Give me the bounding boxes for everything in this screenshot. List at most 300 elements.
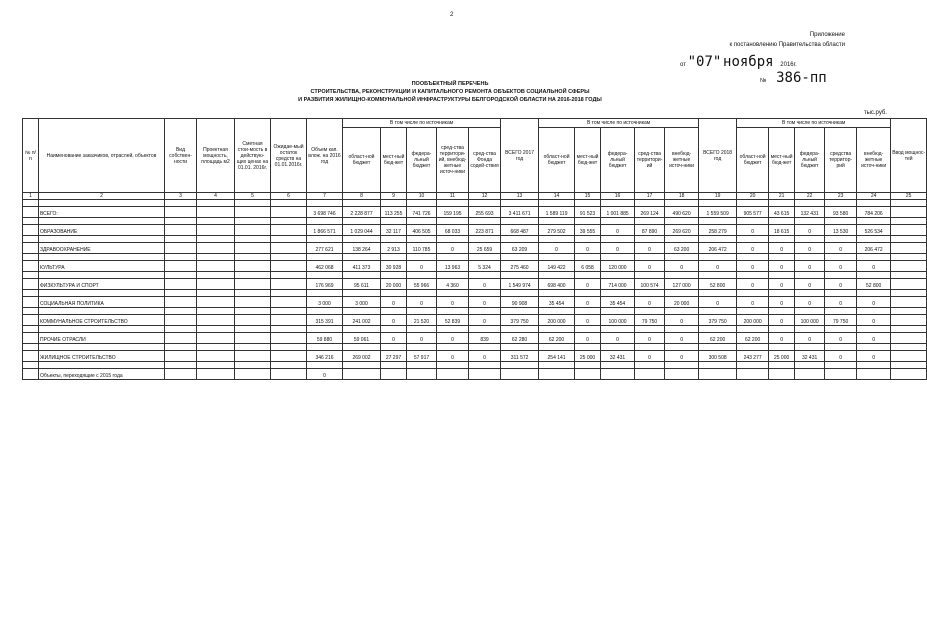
empty-cell [539,290,575,297]
empty-cell [381,200,407,207]
column-number: 20 [737,193,769,200]
column-number: 19 [699,193,737,200]
empty-cell [635,308,665,315]
value-cell: 0 [575,243,601,254]
empty-cell [825,344,857,351]
empty-cell [891,225,927,236]
value-cell: 839 [469,333,501,344]
table-row [23,279,927,290]
empty-cell [307,290,343,297]
value-cell: 35 454 [539,297,575,308]
column-number: 23 [825,193,857,200]
value-cell: 0 [665,315,699,326]
value-cell: 13 530 [825,225,857,236]
value-cell: 0 [381,297,407,308]
empty-cell [857,272,891,279]
value-cell: 269 620 [665,225,699,236]
header-offbudget-2018: внебюд-жетные источ-ники [857,128,891,193]
empty-cell [469,308,501,315]
value-cell: 200 000 [737,315,769,326]
value-cell: 59 061 [343,333,381,344]
empty-cell [737,254,769,261]
empty-cell [769,308,795,315]
spacer-row [23,326,927,333]
value-cell: 100 000 [601,315,635,326]
value-cell: 0 [795,243,825,254]
empty-cell [165,236,197,243]
empty-cell [665,362,699,369]
empty-cell [23,333,39,344]
empty-cell [381,290,407,297]
header-territories-2016: сред-ства территори-ий, внебюд-жетные источ-ники [437,128,469,193]
table-row [23,369,927,380]
empty-cell [23,315,39,326]
value-cell: 0 [665,261,699,272]
empty-cell [381,362,407,369]
empty-cell [271,308,307,315]
value-cell: 668 487 [501,225,539,236]
empty-cell [165,369,197,380]
empty-cell [539,362,575,369]
empty-cell [235,218,271,225]
empty-cell [601,218,635,225]
empty-cell [197,261,235,272]
empty-cell [601,344,635,351]
empty-cell [343,236,381,243]
empty-cell [857,362,891,369]
value-cell: 526 534 [857,225,891,236]
value-cell: 0 [407,333,437,344]
empty-cell [437,326,469,333]
table-row [23,243,927,254]
empty-cell [539,218,575,225]
empty-cell [235,362,271,369]
value-cell: 87 890 [635,225,665,236]
value-cell: 1 559 509 [699,207,737,218]
value-cell: 32 431 [601,351,635,362]
empty-cell [407,290,437,297]
value-cell: 254 141 [539,351,575,362]
row-name: ОБРАЗОВАНИЕ [39,225,165,236]
value-cell: 269 124 [635,207,665,218]
empty-cell [575,218,601,225]
decree-date [680,54,797,70]
empty-cell [825,236,857,243]
empty-cell [271,351,307,362]
value-cell: 13 963 [437,261,469,272]
empty-cell [165,243,197,254]
value-cell: 100 574 [635,279,665,290]
empty-cell [343,272,381,279]
empty-cell [165,279,197,290]
empty-cell [23,369,39,380]
empty-cell [307,254,343,261]
empty-cell [197,344,235,351]
empty-cell [197,369,235,380]
empty-cell [737,290,769,297]
empty-cell [437,290,469,297]
value-cell: 0 [825,243,857,254]
empty-cell [165,207,197,218]
column-number: 6 [271,193,307,200]
empty-cell [635,326,665,333]
empty-cell [271,315,307,326]
header-federal-2016: федера-льный бюджет [407,128,437,193]
empty-cell [857,344,891,351]
value-cell: 18 615 [769,225,795,236]
empty-cell [165,333,197,344]
value-cell: 0 [665,333,699,344]
empty-cell [271,207,307,218]
empty-cell [343,218,381,225]
value-cell [857,369,891,380]
empty-cell [23,225,39,236]
empty-cell [197,254,235,261]
empty-cell [307,308,343,315]
empty-cell [23,297,39,308]
empty-cell [23,290,39,297]
header-federal-2017: федера-льный бюджет [601,128,635,193]
empty-cell [165,254,197,261]
empty-cell [575,200,601,207]
empty-cell [891,369,927,380]
empty-cell [891,243,927,254]
value-cell: 27 297 [381,351,407,362]
value-cell: 52 800 [857,279,891,290]
value-cell: 62 200 [737,333,769,344]
value-cell: 159 195 [437,207,469,218]
empty-cell [235,369,271,380]
column-number: 24 [857,193,891,200]
empty-cell [699,308,737,315]
value-cell [469,369,501,380]
value-cell: 0 [857,315,891,326]
empty-cell [235,243,271,254]
empty-cell [235,236,271,243]
value-cell: 95 611 [343,279,381,290]
empty-cell [635,344,665,351]
value-cell: 0 [769,333,795,344]
value-cell [381,369,407,380]
empty-cell [469,200,501,207]
empty-cell [197,362,235,369]
empty-cell [407,362,437,369]
empty-cell [343,362,381,369]
value-cell: 0 [857,351,891,362]
value-cell: 0 [469,297,501,308]
column-number: 13 [501,193,539,200]
value-cell: 0 [737,261,769,272]
value-cell [635,369,665,380]
units-label: тыс.руб. [863,110,887,116]
empty-cell [469,362,501,369]
empty-cell [271,225,307,236]
value-cell: 206 472 [857,243,891,254]
value-cell: 0 [795,225,825,236]
number-prefix: № [760,78,767,84]
value-cell: 63 209 [501,243,539,254]
empty-cell [271,297,307,308]
empty-cell [891,261,927,272]
empty-cell [343,308,381,315]
empty-cell [407,326,437,333]
empty-cell [795,218,825,225]
empty-cell [407,272,437,279]
value-cell [407,369,437,380]
empty-cell [635,236,665,243]
value-cell: 0 [699,297,737,308]
value-cell: 57 917 [407,351,437,362]
date-day: "07" [687,54,722,70]
value-cell: 39 555 [575,225,601,236]
empty-cell [469,218,501,225]
empty-cell [165,351,197,362]
value-cell: 714 000 [601,279,635,290]
empty-cell [795,200,825,207]
value-cell: 200 000 [539,315,575,326]
value-cell: 0 [601,333,635,344]
value-cell: 62 200 [699,333,737,344]
empty-cell [307,218,343,225]
empty-cell [699,254,737,261]
empty-cell [795,362,825,369]
header-territories-2018: средства территор-рий [825,128,857,193]
empty-cell [23,207,39,218]
value-cell: 0 [737,297,769,308]
value-cell: 120 000 [601,261,635,272]
empty-cell [381,308,407,315]
empty-cell [501,254,539,261]
empty-cell [539,344,575,351]
empty-cell [271,362,307,369]
row-name: КУЛЬТУРА [39,261,165,272]
value-cell: 35 454 [601,297,635,308]
empty-cell [307,326,343,333]
value-cell: 68 033 [437,225,469,236]
title-line-1: ПООБЪЕКТНЫЙ ПЕРЕЧЕНЬ [411,81,489,87]
empty-cell [825,218,857,225]
empty-cell [235,225,271,236]
empty-cell [699,326,737,333]
empty-cell [857,218,891,225]
empty-cell [407,236,437,243]
header-total-2018: ВСЕГО 2018 год [699,119,737,193]
title-line-2: СТРОИТЕЛЬСТВА, РЕКОНСТРУКЦИИ И КАПИТАЛЬНОГО РЕМОНТА ОБЪЕКТОВ СОЦИАЛЬНОЙ СФЕРЫ [310,89,590,95]
column-number: 7 [307,193,343,200]
empty-cell [825,272,857,279]
value-cell: 0 [737,225,769,236]
value-cell: 1 866 571 [307,225,343,236]
empty-cell [197,243,235,254]
empty-cell [307,200,343,207]
header-remainder: Ожидае-мый остаток средств на 01.01.2016г. [271,119,307,193]
row-name: КОММУНАЛЬНОЕ СТРОИТЕЛЬСТВО [39,315,165,326]
value-cell: 20 000 [665,297,699,308]
empty-cell [469,272,501,279]
empty-cell [165,326,197,333]
value-cell: 411 373 [343,261,381,272]
value-cell: 1 001 885 [601,207,635,218]
empty-cell [197,326,235,333]
empty-cell [407,200,437,207]
empty-cell [737,326,769,333]
header-capacity: Проектная мощность, площадь м2 [197,119,235,193]
empty-cell [197,297,235,308]
empty-cell [235,200,271,207]
value-cell: 149 422 [539,261,575,272]
empty-cell [197,207,235,218]
empty-cell [39,362,165,369]
empty-cell [635,272,665,279]
spacer-row [23,254,927,261]
empty-cell [469,344,501,351]
value-cell: 25 000 [575,351,601,362]
value-cell: 93 580 [825,207,857,218]
empty-cell [23,344,39,351]
empty-cell [857,308,891,315]
empty-cell [891,308,927,315]
empty-cell [23,272,39,279]
header-fund-2016: сред-ства Фонда содей-ствия [469,128,501,193]
empty-cell [795,272,825,279]
table-row [23,261,927,272]
date-year: 2016г. [780,62,797,68]
empty-cell [165,218,197,225]
value-cell: 379 750 [699,315,737,326]
empty-cell [635,200,665,207]
table-row [23,207,927,218]
empty-cell [39,344,165,351]
empty-cell [575,344,601,351]
empty-cell [197,308,235,315]
empty-cell [197,290,235,297]
empty-cell [501,200,539,207]
empty-cell [769,218,795,225]
empty-cell [381,254,407,261]
value-cell: 0 [437,351,469,362]
empty-cell [165,297,197,308]
empty-cell [575,326,601,333]
empty-cell [891,218,927,225]
value-cell: 243 277 [737,351,769,362]
spacer-row [23,236,927,243]
empty-cell [437,308,469,315]
empty-cell [307,344,343,351]
empty-cell [539,308,575,315]
empty-cell [891,279,927,290]
column-number: 14 [539,193,575,200]
document-title [230,80,670,104]
empty-cell [23,326,39,333]
empty-cell [235,308,271,315]
empty-cell [891,362,927,369]
value-cell: 176 969 [307,279,343,290]
empty-cell [575,362,601,369]
row-name: ФИЗКУЛЬТУРА И СПОРТ [39,279,165,290]
empty-cell [891,207,927,218]
value-cell: 3 411 671 [501,207,539,218]
header-regional-2016: област-ной бюджет [343,128,381,193]
empty-cell [699,290,737,297]
value-cell: 62 280 [501,333,539,344]
value-cell: 0 [769,315,795,326]
value-cell: 0 [381,333,407,344]
value-cell: 379 750 [501,315,539,326]
empty-cell [769,272,795,279]
value-cell [769,369,795,380]
value-cell: 59 880 [307,333,343,344]
value-cell: 3 000 [307,297,343,308]
empty-cell [165,308,197,315]
value-cell: 0 [769,243,795,254]
empty-cell [437,254,469,261]
value-cell: 0 [825,261,857,272]
value-cell [575,369,601,380]
empty-cell [891,351,927,362]
row-name: ЗДРАВООХРАНЕНИЕ [39,243,165,254]
empty-cell [437,344,469,351]
empty-cell [575,290,601,297]
empty-cell [437,218,469,225]
empty-cell [407,254,437,261]
value-cell: 0 [635,297,665,308]
header-total-2017: ВСЕГО 2017 год [501,119,539,193]
column-number: 2 [39,193,165,200]
header-local-2018: мест-ный бюд-жет [769,128,795,193]
column-number: 3 [165,193,197,200]
value-cell: 79 750 [825,315,857,326]
value-cell: 0 [539,243,575,254]
column-number: 17 [635,193,665,200]
empty-cell [39,272,165,279]
empty-cell [197,279,235,290]
value-cell: 0 [825,333,857,344]
header-territories-2017: сред-ства территори-ий [635,128,665,193]
value-cell: 0 [635,351,665,362]
empty-cell [23,236,39,243]
empty-cell [23,254,39,261]
value-cell: 0 [437,243,469,254]
value-cell: 241 002 [343,315,381,326]
empty-cell [891,200,927,207]
empty-cell [575,254,601,261]
value-cell: 55 966 [407,279,437,290]
empty-cell [825,326,857,333]
empty-cell [575,272,601,279]
empty-cell [235,351,271,362]
empty-cell [343,290,381,297]
value-cell: 269 002 [343,351,381,362]
empty-cell [601,326,635,333]
empty-cell [39,236,165,243]
value-cell: 63 200 [665,243,699,254]
value-cell: 52 800 [699,279,737,290]
value-cell [699,369,737,380]
empty-cell [407,344,437,351]
empty-cell [343,326,381,333]
empty-cell [891,315,927,326]
empty-cell [23,243,39,254]
title-line-3: И РАЗВИТИЯ ЖИЛИЩНО-КОММУНАЛЬНОЙ ИНФРАСТРУКТУРЫ БЕЛГОРОДСКОЙ ОБЛАСТИ НА 2016-2018 ГОДЫ [298,97,602,103]
value-cell: 277 621 [307,243,343,254]
header-regional-2017: област-ной бюджет [539,128,575,193]
empty-cell [665,272,699,279]
value-cell: 110 785 [407,243,437,254]
empty-cell [665,236,699,243]
empty-cell [271,344,307,351]
empty-cell [197,272,235,279]
empty-cell [271,279,307,290]
